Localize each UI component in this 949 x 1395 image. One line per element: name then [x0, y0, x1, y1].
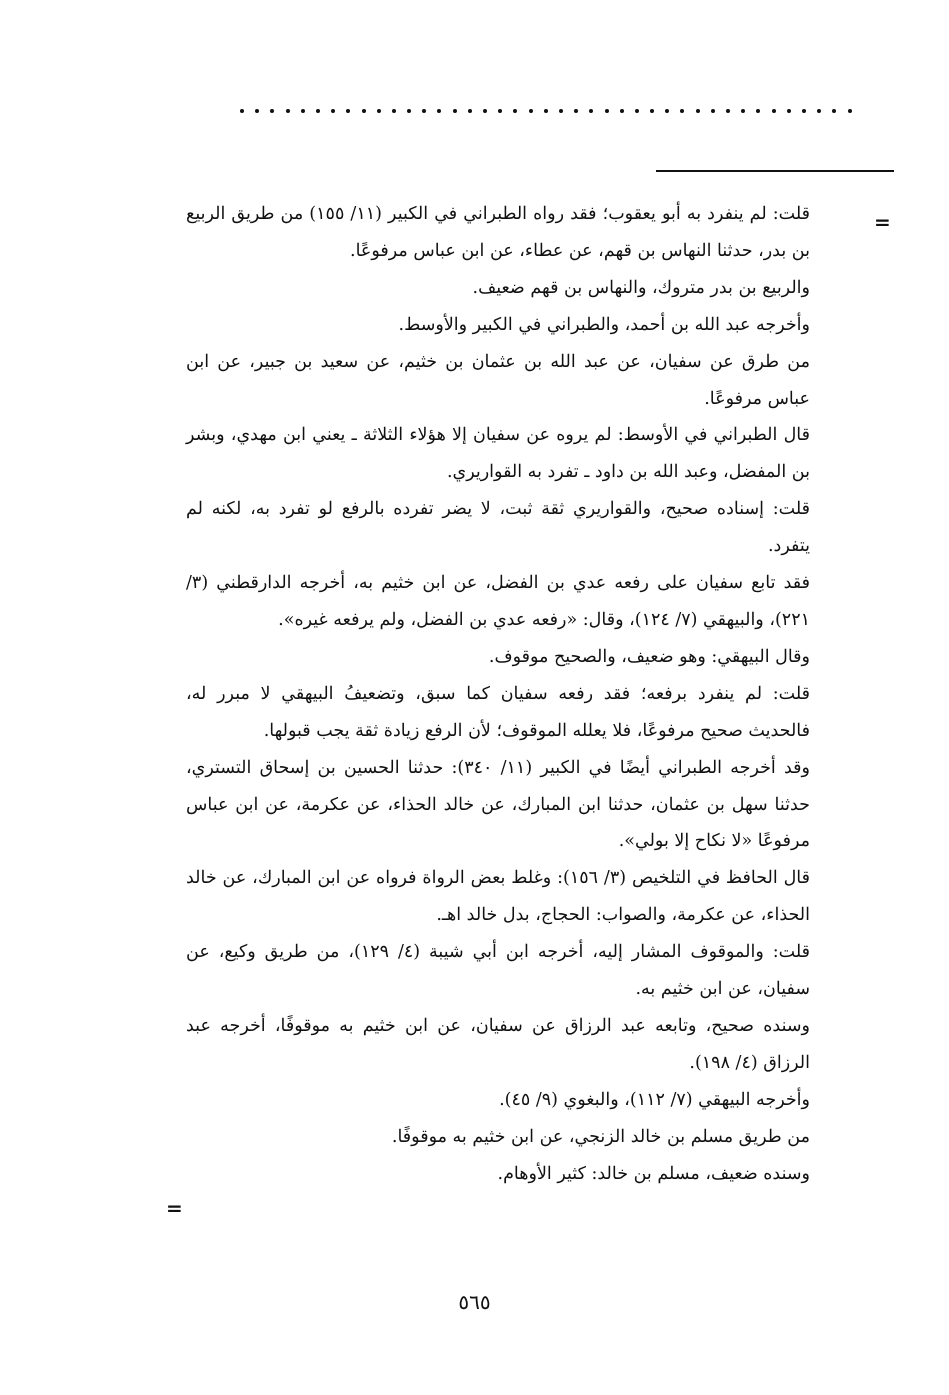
separator-dot	[680, 109, 684, 113]
paragraph-1: قلت: لم ينفرد به أبو يعقوب؛ فقد رواه الطبراني في الكبير (١١/ ١٥٥) من طريق الربيع بن بدر، حدثنا النهاس بن قهم، عن عطاء، عن ابن عباس مرفوعًا.	[186, 204, 810, 261]
separator-dot	[362, 109, 366, 113]
separator-dot	[589, 109, 593, 113]
separator-dot	[331, 109, 335, 113]
paragraph-8: وقال البيهقي: وهو ضعيف، والصحيح موقوف.	[488, 646, 810, 667]
continuation-mark-bottom: =	[166, 1196, 183, 1220]
separator-dot	[635, 109, 639, 113]
paragraph-13: وسنده صحيح، وتابعه عبد الرزاق عن سفيان، عن ابن خثيم به موقوفًا، أخرجه عبد الرزاق (٤/ ١٩٨).	[186, 1015, 810, 1073]
separator-dot	[802, 109, 806, 113]
separator-dot	[422, 109, 426, 113]
dotted-separator	[240, 104, 852, 118]
separator-dot	[377, 109, 381, 113]
separator-dot	[316, 109, 320, 113]
separator-dot	[559, 109, 563, 113]
separator-dot	[665, 109, 669, 113]
paragraph-6: قلت: إسناده صحيح، والقواريري ثقة ثبت، لا يضر تفرده بالرفع لو تفرد به، لكنه لم يتفرد.	[186, 499, 810, 557]
separator-dot	[817, 109, 821, 113]
separator-dot	[711, 109, 715, 113]
separator-dot	[240, 109, 244, 113]
paragraph-10: وقد أخرجه الطبراني أيضًا في الكبير (١١/ ٣٤٠): حدثنا الحسين بن إسحاق التستري، حدثنا سهل بن عثمان، حدثنا ابن المبارك، عن خالد الحذاء، عن عكرمة، عن ابن عباس مرفوعًا «لا نكاح إلا بولي».	[186, 757, 810, 852]
separator-dot	[741, 109, 745, 113]
footnote-body	[186, 196, 810, 1192]
separator-dot	[301, 109, 305, 113]
separator-dot	[832, 109, 836, 113]
separator-dot	[513, 109, 517, 113]
separator-dot	[544, 109, 548, 113]
separator-dot	[787, 109, 791, 113]
separator-dot	[498, 109, 502, 113]
paragraph-14: وأخرجه البيهقي (٧/ ١١٢)، والبغوي (٩/ ٤٥).	[499, 1089, 810, 1110]
footnote-rule	[656, 170, 894, 172]
separator-dot	[620, 109, 624, 113]
paragraph-12: قلت: والموقوف المشار إليه، أخرجه ابن أبي شيبة (٤/ ١٢٩)، من طريق وكيع، عن سفيان، عن ابن خثيم به.	[186, 942, 810, 1000]
paragraph-5: قال الطبراني في الأوسط: لم يروه عن سفيان إلا هؤلاء الثلاثة ـ يعني ابن مهدي، وبشر بن المفضل، وعبد الله بن داود ـ تفرد به القواريري.	[186, 425, 810, 483]
paragraph-2: والربيع بن بدر متروك، والنهاس بن قهم ضعيف.	[472, 277, 810, 298]
separator-dot	[756, 109, 760, 113]
separator-dot	[437, 109, 441, 113]
separator-dot	[346, 109, 350, 113]
separator-dot	[574, 109, 578, 113]
paragraph-4: من طرق عن سفيان، عن عبد الله بن عثمان بن خثيم، عن سعيد بن جبير، عن ابن عباس مرفوعًا.	[186, 351, 810, 409]
separator-dot	[772, 109, 776, 113]
separator-dot	[848, 109, 852, 113]
separator-dot	[407, 109, 411, 113]
separator-dot	[392, 109, 396, 113]
separator-dot	[255, 109, 259, 113]
paragraph-16: وسنده ضعيف، مسلم بن خالد: كثير الأوهام.	[497, 1163, 810, 1184]
separator-dot	[529, 109, 533, 113]
paragraph-3: وأخرجه عبد الله بن أحمد، والطبراني في الكبير والأوسط.	[398, 314, 810, 335]
separator-dot	[270, 109, 274, 113]
separator-dot	[468, 109, 472, 113]
separator-dot	[650, 109, 654, 113]
separator-dot	[726, 109, 730, 113]
continuation-mark-top: =	[874, 210, 891, 234]
separator-dot	[453, 109, 457, 113]
paragraph-11: قال الحافظ في التلخيص (٣/ ١٥٦): وغلط بعض الرواة فرواه عن ابن المبارك، عن خالد الحذاء، عن عكرمة، والصواب: الحجاج، بدل خالد اهـ.	[186, 868, 811, 926]
paragraph-7: فقد تابع سفيان على رفعه عدي بن الفضل، عن ابن خثيم به، أخرجه الدارقطني (٣/ ٢٢١)، والبيهقي (٧/ ١٢٤)، وقال: «رفعه عدي بن الفضل، ولم يرفعه غيره».	[186, 573, 810, 630]
paragraph-15: من طريق مسلم بن خالد الزنجي، عن ابن خثيم به موقوفًا.	[391, 1126, 810, 1147]
paragraph-9: قلت: لم ينفرد برفعه؛ فقد رفعه سفيان كما سبق، وتضعيفُ البيهقي لا مبرر له، فالحديث صحيح مرفوعًا، فلا يعلله الموقوف؛ لأن الرفع زيادة ثقة يجب قبولها.	[186, 683, 810, 741]
page-number: ٥٦٥	[458, 1290, 491, 1314]
separator-dot	[286, 109, 290, 113]
separator-dot	[483, 109, 487, 113]
separator-dot	[605, 109, 609, 113]
separator-dot	[696, 109, 700, 113]
